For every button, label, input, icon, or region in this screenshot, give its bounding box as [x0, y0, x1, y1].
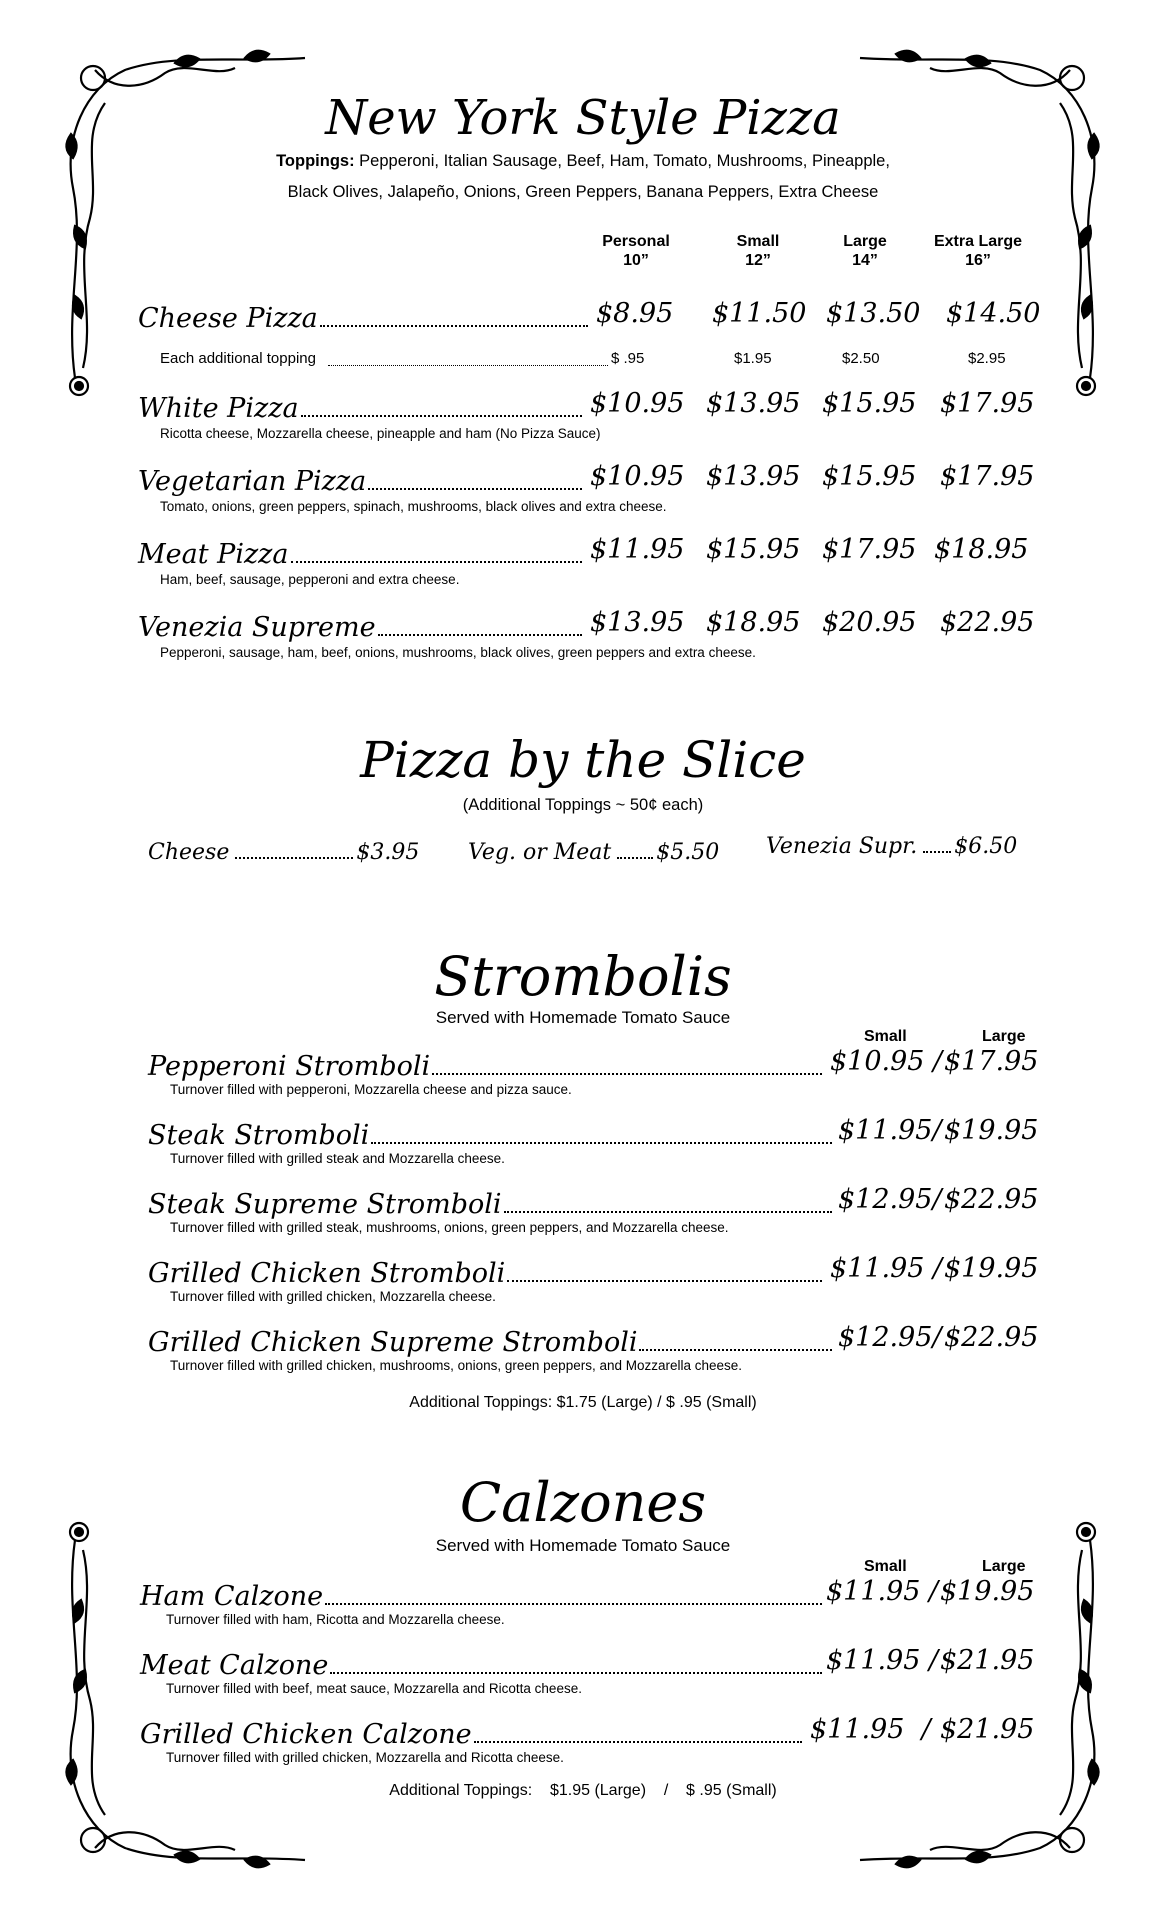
- ny-pizza-title: New York Style Pizza: [325, 90, 841, 146]
- price-large: $13.50: [826, 298, 921, 329]
- price-small: $12.95/: [838, 1322, 942, 1353]
- price-small: $11.95 /: [810, 1714, 931, 1745]
- item-name: Steak Stromboli: [148, 1120, 370, 1151]
- leader-dots: [371, 1142, 832, 1144]
- stromboli-size-small: Small: [864, 1028, 907, 1045]
- item-name: Pepperoni Stromboli: [148, 1051, 431, 1082]
- calzones-subtitle: Served with Homemade Tomato Sauce: [435, 1536, 731, 1555]
- leader-dots: [301, 415, 582, 417]
- item-description: Turnover filled with pepperoni, Mozzarella cheese and pizza sauce.: [170, 1082, 572, 1097]
- calzone-additional-toppings: Additional Toppings: $1.95 (Large) / $ .95 (Small): [389, 1782, 777, 1799]
- stromboli-additional-toppings: Additional Toppings: $1.75 (Large) / $ .95 (Small): [409, 1394, 757, 1411]
- size-header-personal: [586, 232, 686, 270]
- slice-item-veg-or-meat: [468, 840, 719, 865]
- price-small: $15.95: [706, 534, 801, 565]
- price-personal: $13.95: [590, 607, 685, 638]
- price-small: $11.95 /: [830, 1253, 943, 1284]
- price-extra-large: $18.95: [934, 534, 1029, 565]
- item-name: Grilled Chicken Supreme Stromboli: [148, 1327, 638, 1358]
- slice-item-cheese: [148, 840, 419, 865]
- leader-dots: [617, 857, 653, 859]
- calzone-size-small: Small: [864, 1558, 907, 1575]
- size-name: Extra Large: [933, 233, 1023, 250]
- item-name: Grilled Chicken Calzone: [140, 1719, 472, 1750]
- toppings-label: Toppings:: [276, 152, 355, 170]
- menu-item-venezia-supreme: [138, 607, 586, 643]
- size-inch: 14”: [852, 252, 878, 269]
- size-name: Small: [736, 233, 780, 250]
- item-description: Turnover filled with grilled chicken, Mozzarella and Ricotta cheese.: [166, 1750, 564, 1765]
- menu-item-steak-stromboli: [148, 1115, 836, 1151]
- price-extra-large: $17.95: [940, 461, 1035, 492]
- price-large: $19.95: [944, 1115, 1039, 1146]
- toppings-line-2: Black Olives, Jalapeño, Onions, Green Peppers, Banana Peppers, Extra Cheese: [287, 183, 879, 201]
- price-small: $12.95/: [838, 1184, 942, 1215]
- price-small: $10.95 /: [830, 1046, 943, 1077]
- size-header-extra-large: [918, 232, 1038, 270]
- menu-item-meat-pizza: [138, 534, 586, 570]
- price-extra-large: $17.95: [940, 388, 1035, 419]
- leader-dots: [291, 561, 582, 563]
- item-name: Cheese Pizza: [138, 303, 318, 334]
- size-header-small: [713, 232, 803, 270]
- slice-subtitle: (Additional Toppings ~ 50¢ each): [462, 796, 704, 814]
- item-name: Ham Calzone: [140, 1581, 324, 1612]
- strombolis-title: Strombolis: [434, 945, 732, 1008]
- item-name: Grilled Chicken Stromboli: [148, 1258, 506, 1289]
- additional-price-personal: $ .95: [611, 350, 645, 367]
- price-large: $20.95: [822, 607, 917, 638]
- item-description: Ham, beef, sausage, pepperoni and extra cheese.: [160, 572, 460, 587]
- price-large: $22.95: [944, 1322, 1039, 1353]
- menu-item-grilled-chicken-supreme-stromboli: [148, 1322, 836, 1358]
- slice-item-venezia-supr: [766, 834, 1017, 859]
- slice-name: Veg. or Meat: [468, 840, 612, 865]
- price-small: $11.50: [712, 298, 807, 329]
- toppings-list-1: Pepperoni, Italian Sausage, Beef, Ham, Tomato, Mushrooms, Pineapple,: [359, 152, 890, 170]
- slice-price: $5.50: [656, 840, 720, 865]
- item-description: Turnover filled with grilled steak, mushrooms, onions, green peppers, and Mozzarella cheese.: [170, 1220, 729, 1235]
- slice-price: $3.95: [356, 840, 420, 865]
- price-large: $22.95: [944, 1184, 1039, 1215]
- leader-dots: [330, 1672, 822, 1674]
- size-inch: 16”: [965, 252, 991, 269]
- leader-dots: [368, 488, 582, 490]
- price-large: $15.95: [822, 461, 917, 492]
- price-large: $17.95: [822, 534, 917, 565]
- item-name: White Pizza: [138, 393, 299, 424]
- menu-item-steak-supreme-stromboli: [148, 1184, 836, 1220]
- additional-price-large: $2.50: [842, 350, 880, 367]
- price-large: $21.95: [940, 1714, 1035, 1745]
- price-small: $13.95: [706, 461, 801, 492]
- slice-name: Cheese: [148, 840, 230, 865]
- price-personal: $8.95: [596, 298, 674, 329]
- price-small: $11.95/: [838, 1115, 942, 1146]
- item-description: Turnover filled with grilled chicken, mushrooms, onions, green peppers, and Mozzarella cheese.: [170, 1358, 743, 1373]
- leader-dots: [432, 1073, 822, 1075]
- item-name: Steak Supreme Stromboli: [148, 1189, 502, 1220]
- item-name: Venezia Supreme: [138, 612, 376, 643]
- menu-item-meat-calzone: [140, 1645, 826, 1681]
- strombolis-subtitle: Served with Homemade Tomato Sauce: [435, 1008, 731, 1027]
- stromboli-size-large: Large: [982, 1028, 1026, 1045]
- menu-item-cheese-pizza: [138, 298, 592, 334]
- item-name: Vegetarian Pizza: [138, 466, 367, 497]
- item-description: Turnover filled with beef, meat sauce, Mozzarella and Ricotta cheese.: [166, 1681, 582, 1696]
- leader-dots: [378, 634, 582, 636]
- additional-topping-leader: [328, 351, 608, 366]
- menu-item-ham-calzone: [140, 1576, 826, 1612]
- item-description: Turnover filled with grilled chicken, Mozzarella cheese.: [170, 1289, 496, 1304]
- leader-dots: [639, 1349, 832, 1351]
- slice-price: $6.50: [954, 834, 1018, 859]
- item-description: Pepperoni, sausage, ham, beef, onions, mushrooms, black olives, green peppers and extra cheese.: [160, 645, 756, 660]
- menu-item-grilled-chicken-calzone: [140, 1714, 806, 1750]
- size-name: Personal: [602, 233, 670, 250]
- leader-dots: [504, 1211, 832, 1213]
- calzones-title: Calzones: [459, 1471, 707, 1534]
- item-name: Meat Calzone: [140, 1650, 329, 1681]
- additional-price-extra-large: $2.95: [968, 350, 1006, 367]
- menu-item-pepperoni-stromboli: [148, 1046, 826, 1082]
- price-extra-large: $14.50: [946, 298, 1041, 329]
- slice-name: Venezia Supr.: [766, 834, 918, 859]
- item-description: Turnover filled with grilled steak and Mozzarella cheese.: [170, 1151, 505, 1166]
- price-personal: $10.95: [590, 388, 685, 419]
- leader-dots: [320, 325, 588, 327]
- price-large: $21.95: [940, 1645, 1035, 1676]
- leader-dots: [235, 857, 353, 859]
- item-description: Turnover filled with ham, Ricotta and Mozzarella cheese.: [166, 1612, 505, 1627]
- price-personal: $11.95: [590, 534, 685, 565]
- size-inch: 10”: [623, 252, 649, 269]
- item-description: Ricotta cheese, Mozzarella cheese, pineapple and ham (No Pizza Sauce): [160, 426, 601, 441]
- price-large: $19.95: [944, 1253, 1039, 1284]
- price-extra-large: $22.95: [940, 607, 1035, 638]
- price-large: $15.95: [822, 388, 917, 419]
- menu-item-grilled-chicken-stromboli: [148, 1253, 826, 1289]
- menu-item-white-pizza: [138, 388, 586, 424]
- additional-topping-label: Each additional topping: [160, 350, 316, 367]
- size-inch: 12”: [745, 252, 771, 269]
- toppings-line-1: [0, 150, 1166, 172]
- additional-price-small: $1.95: [734, 350, 772, 367]
- calzone-size-large: Large: [982, 1558, 1026, 1575]
- size-header-large: [820, 232, 910, 270]
- leader-dots: [507, 1280, 822, 1282]
- size-name: Large: [843, 233, 887, 250]
- price-small: $13.95: [706, 388, 801, 419]
- price-personal: $10.95: [590, 461, 685, 492]
- leader-dots: [474, 1741, 802, 1743]
- slice-title: Pizza by the Slice: [360, 731, 806, 789]
- price-small: $18.95: [706, 607, 801, 638]
- item-description: Tomato, onions, green peppers, spinach, mushrooms, black olives and extra cheese.: [160, 499, 667, 514]
- leader-dots: [325, 1603, 822, 1605]
- price-small: $11.95 /: [826, 1645, 939, 1676]
- item-name: Meat Pizza: [138, 539, 289, 570]
- price-large: $17.95: [944, 1046, 1039, 1077]
- leader-dots: [923, 851, 951, 853]
- price-large: $19.95: [940, 1576, 1035, 1607]
- price-small: $11.95 /: [826, 1576, 939, 1607]
- menu-item-vegetarian-pizza: [138, 461, 586, 497]
